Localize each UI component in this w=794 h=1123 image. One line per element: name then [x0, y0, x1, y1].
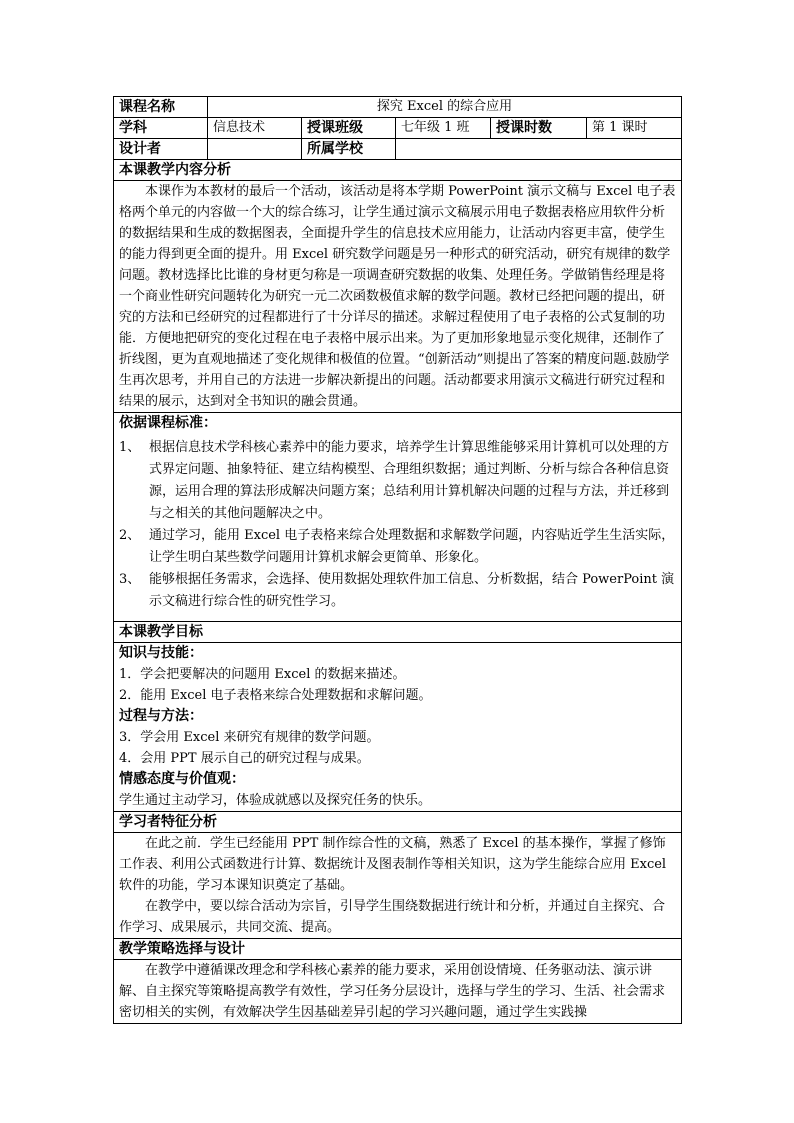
- objectives-cell: [114, 643, 682, 812]
- content-analysis-heading: 本课教学内容分析: [114, 160, 682, 181]
- row-course-name: [114, 97, 682, 118]
- row-designer: [114, 139, 682, 160]
- list-item: 1、 根据信息技术学科核心素养中的能力要求，培养学生计算思维能够采用计算机可以处理的方式界定问题、抽象特征、建立结构模型、合理组织数据；通过判断、分析与综合各种信息资源，运用合理的算法形成解决问题方案；总结利用计算机解决问题的过程与方法，并迁移到与之相关的其他问题解决之中。: [119, 440, 670, 521]
- content-analysis-text: 本课作为本教材的最后一个活动，该活动是将本学期 PowerPoint 演示文稿与 Excel 电子表格两个单元的内容做一个大的综合练习，让学生通过演示文稿展示用电子数据表格应用软件分析的数据结果和生成的数据图表，全面提升学生的信息技术应用能力，让活动内容更丰富，使学生的能力得到更全面的提升。用 Excel 研究数学问题是另一种形式的研究活动，研究有规律的数学问题。教材选择比比谁的身材更匀称是一项调查研究数据的收集、处理任务。学做销售经理是将一个商业性研究问题转化为研究一元二次函数极值求解的数学问题。教材已经把问题的提出，研究的方法和已经研究的过程都进行了十分详尽的描述。求解过程使用了电子表格的公式复制的功能．方便地把研究的变化过程在电子表格中展示出来。为了更加形象地显示变化规律，还制作了折线图，更为直观地描述了变化规律和极值的位置。“创新活动”则提出了答案的精度问题.鼓励学生再次思考，并用自己的方法进一步解决新提出的问题。活动都要求用演示文稿进行研究过程和结果的展示，达到对全书知识的融会贯通。: [119, 184, 676, 409]
- subject-label: 学科: [114, 118, 208, 139]
- row-objectives-heading: [114, 622, 682, 643]
- class-value: 七年级 1 班: [396, 118, 491, 139]
- class-label: 授课班级: [302, 118, 396, 139]
- learner-paragraph-1: 在此之前．学生已经能用 PPT 制作综合性的文稿，熟悉了 Excel 的基本操作，掌握了修饰工作表、利用公式函数进行计算、数据统计及图表制作等相关知识，这为学生能综合应用 Excel 软件的功能，学习本课知识奠定了基础。: [119, 836, 667, 893]
- hours-value: 第 1 课时: [587, 118, 682, 139]
- emotion-heading: 情感态度与价值观：: [119, 771, 245, 787]
- school-label: 所属学校: [302, 139, 396, 160]
- strategy-cell: [114, 960, 682, 1024]
- list-item: 3、 能够根据任务需求，会选择、使用数据处理软件加工信息、分析数据，结合 PowerPoint 演示文稿进行综合性的研究性学习。: [119, 572, 675, 609]
- designer-label: 设计者: [114, 139, 208, 160]
- process-heading: 过程与方法：: [119, 708, 203, 724]
- process-item: 4．会用 PPT 展示自己的研究过程与成果。: [119, 751, 370, 766]
- knowledge-item: 1．学会把要解决的问题用 Excel 的数据来描述。: [119, 667, 406, 682]
- strategy-text: 在教学中遵循课改理念和学科核心素养的能力要求，采用创设情境、任务驱动法、演示讲解、自主探究等策略提高教学有效性，学习任务分层设计，选择与学生的学习、生活、社会需求密切相关的实例，有效解决学生因基础差异引起的学习兴趣问题，通过学生实践操: [119, 963, 666, 1020]
- strategy-heading: 教学策略选择与设计: [114, 939, 682, 960]
- process-item: 3．学会用 Excel 来研究有规律的数学问题。: [119, 730, 380, 745]
- lesson-plan-document: [113, 96, 681, 1024]
- course-name-label: 课程名称: [114, 97, 208, 118]
- row-strategy-heading: [114, 939, 682, 960]
- course-name-value: 探究 Excel 的综合应用: [208, 97, 682, 118]
- row-content-body: [114, 181, 682, 413]
- row-content-heading: [114, 160, 682, 181]
- emotion-item: 学生通过主动学习，体验成就感以及探究任务的快乐。: [119, 793, 432, 808]
- row-standards: [114, 413, 682, 622]
- row-strategy-body: [114, 960, 682, 1024]
- learner-cell: [114, 833, 682, 939]
- designer-value: [208, 139, 302, 160]
- school-value: [396, 139, 682, 160]
- objectives-heading: 本课教学目标: [114, 622, 682, 643]
- knowledge-heading: 知识与技能：: [119, 645, 203, 661]
- lesson-plan-table: [113, 96, 682, 1024]
- content-analysis-cell: [114, 181, 682, 413]
- row-learner-body: [114, 833, 682, 939]
- standards-cell: [114, 413, 682, 622]
- list-item: 2、 通过学习，能用 Excel 电子表格来综合处理数据和求解数学问题，内容贴近学生生活实际，让学生明白某些数学问题用计算机求解会更简单、形象化。: [119, 528, 675, 565]
- row-subject: [114, 118, 682, 139]
- hours-label: 授课时数: [491, 118, 587, 139]
- standards-list: [119, 437, 676, 613]
- row-learner-heading: [114, 812, 682, 833]
- learner-heading: 学习者特征分析: [114, 812, 682, 833]
- knowledge-item: 2．能用 Excel 电子表格来综合处理数据和求解问题。: [119, 688, 432, 703]
- subject-value: 信息技术: [208, 118, 302, 139]
- standards-heading: 依据课程标准：: [119, 415, 217, 431]
- learner-paragraph-2: 在教学中，要以综合活动为宗旨，引导学生围绕数据进行统计和分析，并通过自主探究、合作学习、成果展示，共同交流、提高。: [119, 899, 666, 935]
- row-objectives-body: [114, 643, 682, 812]
